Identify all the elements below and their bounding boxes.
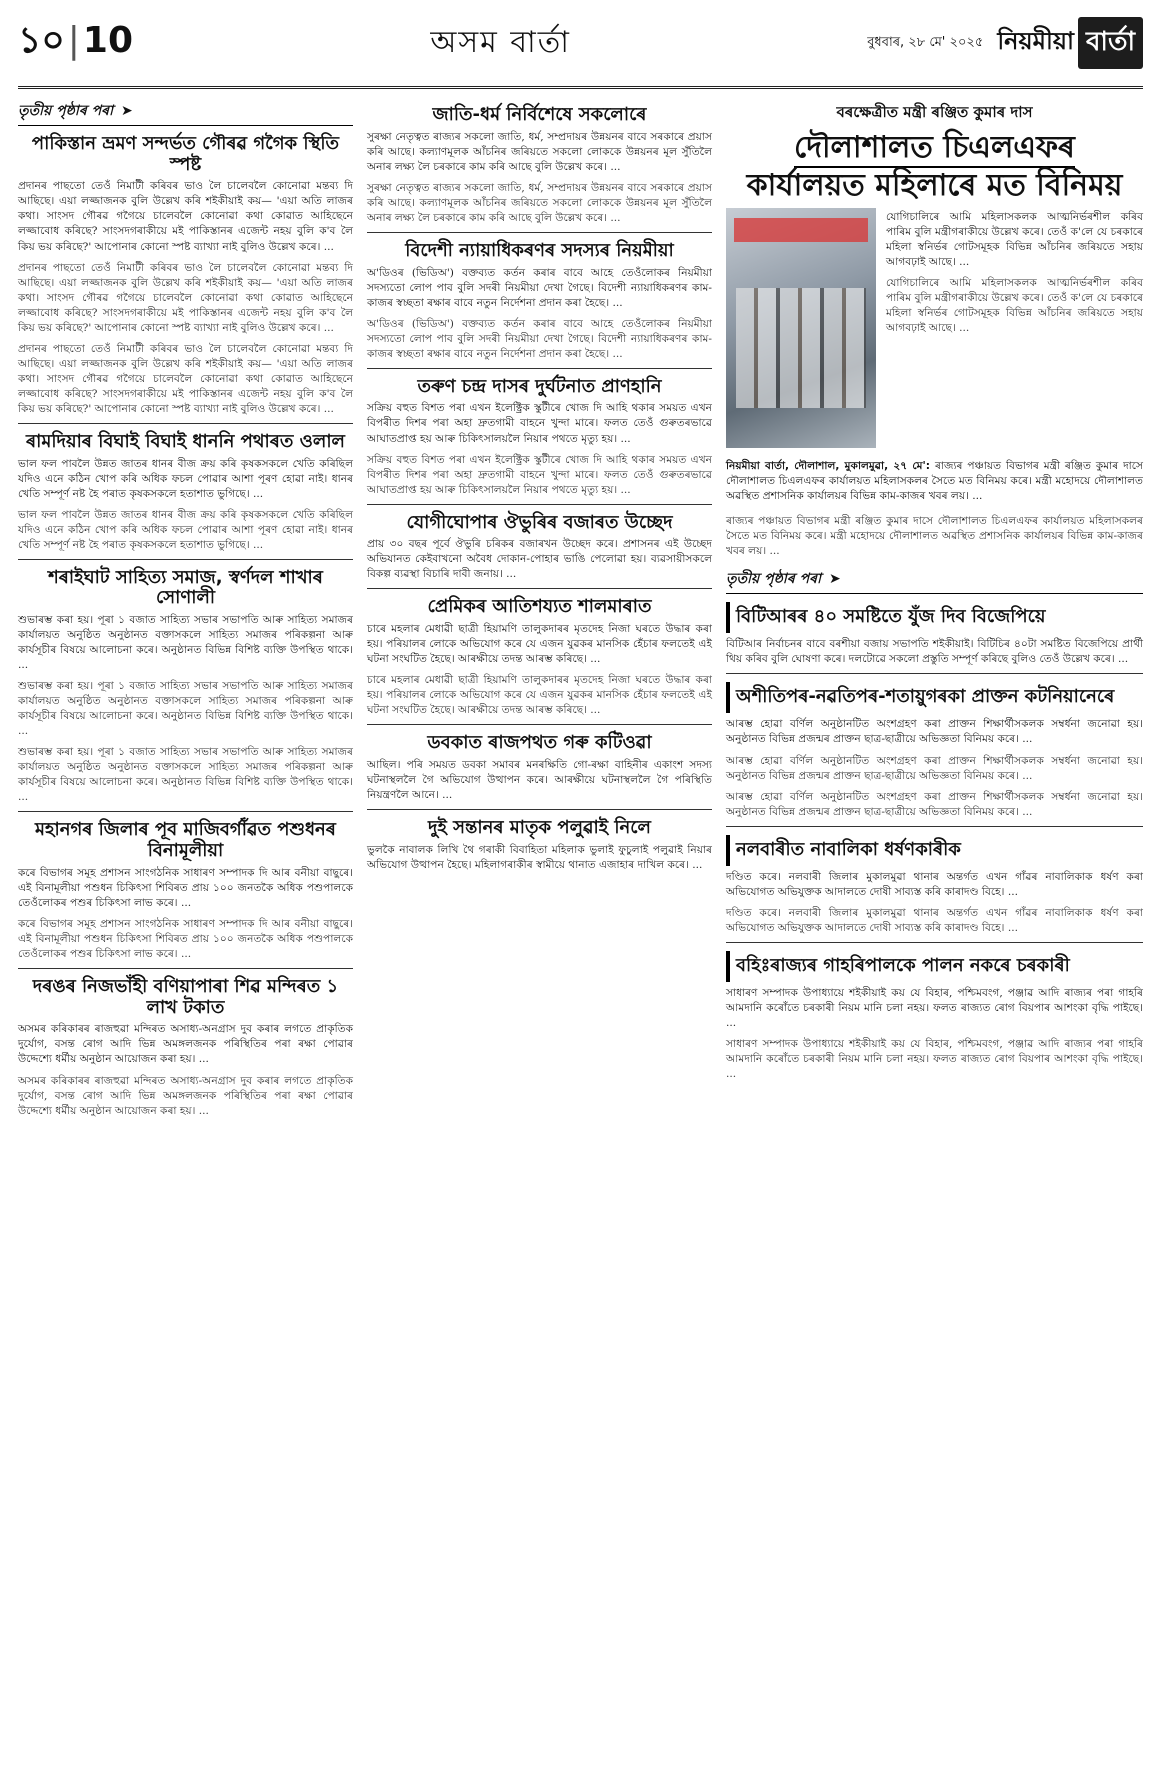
article-body: ভাল ফল পাবলৈ উন্নত জাতৰ ধানৰ বীজ ক্ৰয় কৰি কৃষকসকলে খেতি কৰিছিল যদিও এনে কঠিন খোপ কৰি অধিক ফচল পোৱাৰ আশা পূৰণ হোৱা নাই। ধানৰ খেতি সম্পূৰ্ণ নষ্ট হৈ পৰাত কৃষকসকলে হতাশাত ভুগিছে। ... <box>18 457 353 500</box>
article-headline: দৰঙৰ নিজভাঁহী বণিয়াপাৰা শিৱ মন্দিৰত ১ লাখ টকাত <box>32 976 339 1018</box>
article-body: চাৰে মহলাৰ মেধাৱী ছাত্ৰী হিয়ামণি তালুকদাৰৰ মৃতদেহ নিজা ঘৰতে উদ্ধাৰ কৰা হয়। পৰিয়ালৰ লোকে অভিযোগ কৰে যে এজন যুৱকৰ মানসিক হেঁচাৰ ফলতেই এই ঘটনা সংঘটিত হৈছে। আৰক্ষীয়ে তদন্ত আৰম্ভ কৰিছে। ... <box>367 623 712 666</box>
divider <box>18 423 353 424</box>
divider <box>367 232 712 233</box>
logo-part2: বাৰ্তা <box>1078 17 1143 69</box>
page-number-assamese: ১০ <box>18 20 65 61</box>
continued-text: তৃতীয় পৃষ্ঠাৰ পৰা <box>18 103 114 119</box>
article-body-cont: চাৰে মহলাৰ মেধাৱী ছাত্ৰী হিয়ামণি তালুকদাৰৰ মৃতদেহ নিজা ঘৰতে উদ্ধাৰ কৰা হয়। পৰিয়ালৰ লোকে অভিযোগ কৰে যে এজন যুৱকৰ মানসিক হেঁচাৰ ফলতেই এই ঘটনা সংঘটিত হৈছে। আৰক্ষীয়ে তদন্ত আৰম্ভ কৰিছে। ... <box>367 674 712 717</box>
article-headline: ডবকাত ৰাজপথত গৰু কটিওৱা <box>427 732 652 754</box>
page-number-latin: 10 <box>82 20 134 61</box>
divider <box>367 809 712 810</box>
divider <box>18 968 353 969</box>
article-body-cont: কৰে বিভাগৰ সমূহ প্ৰশাসন সাংগঠনিক সাধাৰণ সম্পাদক দি আৰ বনীয়া বাছুৰে। এই বিনামূলীয়া পশুধন চিকিৎসা শিবিৰত প্ৰায় ১০০ জনতকৈ অধিক পশুপালকে তেওঁলোকৰ পশুৰ চিকিৎসা লাভ কৰে। ... <box>18 917 353 960</box>
article-body: অসমৰ কৰিকাৰৰ ৰাজহুৱা মন্দিৰত অসাধ্য-অনগ্ৰাস দুব কৰাৰ লগতে প্ৰাকৃতিক দুৰ্যোগ, বসন্ত ৰোগ আদি ভিন্ন অমঙ্গলজনক পৰিস্থিতিৰ পৰা ৰক্ষা পোৱাৰ উদ্দেশ্যে ধৰ্মীয় অনুষ্ঠান আয়োজন কৰা হয়। ... <box>18 1023 353 1066</box>
article-body-cont: অ'ডিওৰ (ভিডিঅ') বক্তব্যত কৰ্তন কৰাৰ বাবে আহে তেওঁলোকৰ নিয়মীয়া সদস্যতো লোপ পাব বুলি সদৰী নিয়মীয়া দেখা গৈছে। বিদেশী ন্যায়াধিকৰণৰ কাম-কাজৰ স্বচ্ছতা ৰক্ষাৰ বাবে নতুন নিৰ্দেশনা প্ৰদান কৰা হৈছে। ... <box>367 317 712 360</box>
article-body-cont: প্ৰদানৰ পাছতো তেওঁ নিমাটী কৰিবৰ ভাও লৈ চালেবলৈ কোনোৱা মন্তব্য দি আছিছে। এয়া লজ্জাজনক বুলি উল্লেখ কৰি শইকীয়াই কয়— 'এয়া অতি লাজৰ কথা। সাংসদ গৌৰৱ গগৈয়ে চালেবলৈ কোনোৱা কথা কোৱাত আহিছেনে লজ্জাবোধ কৰিছে? সাংসদগৰাকীয়ে মই পাকিস্তানৰ এজেন্ট নহয় বুলি ক'ব লৈ কিয় ভয় কৰিছে?' আপোনাৰ কোনো স্পষ্ট ব্যাখ্যা নাই বুলিও উল্লেখ কৰে। ... <box>18 342 353 415</box>
lead-headline-line1: দৌলাশালত চিএলএফৰ <box>794 130 1075 168</box>
continued-label <box>18 97 353 126</box>
divider <box>18 811 353 812</box>
article-headline: তৰুণ চন্দ্ৰ দাসৰ দুৰ্ঘটনাত প্ৰাণহানি <box>417 375 662 397</box>
page-number-separator: | <box>67 20 80 61</box>
article-headline: বহিঃৰাজ্যৰ গাহৰিপালকে পালন নকৰে চৰকাৰী <box>726 951 1143 982</box>
lead-body: ৰাজ্যৰ পঞ্চায়ত বিভাগৰ মন্ত্ৰী ৰঞ্জিত কুমাৰ দাসে দৌলাশালত চিএলএফৰ কাৰ্যালয়ত মহিলাসকলৰ সৈতে মত বিনিময় কৰে। মন্ত্ৰী মহোদয়ে দৌলাশালত অৱস্থিত প্ৰশাসনিক কাৰ্যালয়ৰ বিভিন্ন কাম-কাজৰ খবৰ লয়। ... <box>726 459 1143 502</box>
article-body: আৰম্ভ হোৱা বৰ্ণিল অনুষ্ঠানটিত অংশগ্ৰহণ কৰা প্ৰাক্তন শিক্ষাৰ্থীসকলক সম্বৰ্ধনা জনোৱা হয়। অনুষ্ঠানত বিভিন্ন প্ৰজন্মৰ প্ৰাক্তন ছাত্ৰ-ছাত্ৰীয়ে অভিজ্ঞতা বিনিময় কৰে। ... <box>726 718 1143 746</box>
article-headline: ৰামদিয়াৰ বিঘাই বিঘাই ধাননি পথাৰত ওলাল <box>26 430 345 452</box>
lead-side-text-cont: যোগিচালিৰে আমি মহিলাসকলক আত্মনিৰ্ভৰশীল কৰিব পাৰিম বুলি মন্ত্ৰীগৰাকীয়ে উল্লেখ কৰে। তেওঁ ক'লে যে চৰকাৰে মহিলা স্বনিৰ্ভৰ গোটসমূহক বিভিন্ন আঁচনিৰ জৰিয়তে সহায় আগবঢ়াই আছে। ... <box>886 277 1143 335</box>
lead-side-text: যোগিচালিৰে আমি মহিলাসকলক আত্মনিৰ্ভৰশীল কৰিব পাৰিম বুলি মন্ত্ৰীগৰাকীয়ে উল্লেখ কৰে। তেওঁ ক'লে যে চৰকাৰে মহিলা স্বনিৰ্ভৰ গোটসমূহক বিভিন্ন আঁচনিৰ জৰিয়তে সহায় আগবঢ়াই আছে। ... <box>886 211 1143 269</box>
right-column <box>726 97 1143 1125</box>
article-headline: প্ৰেমিকৰ আতিশয্যত শালমাৰাত <box>427 596 652 618</box>
article-body: সাধাৰণ সম্পাদক উপাধ্যায়ে শইকীয়াই কয় যে বিহাৰ, পশ্চিমবংগ, পঞ্জাৱ আদি ৰাজ্যৰ পৰা গাহৰি আমদানি কৰোঁতে চৰকাৰী নিয়ম মানি চলা নহয়। ফলত ৰাজ্যত ৰোগ বিয়পাৰ আশংকা বৃদ্ধি পাইছে। ... <box>726 986 1143 1029</box>
article-body: প্ৰায় ৩০ বছৰ পূৰ্বে ঔভুৰি চৰিকৰ বজাৰখন উচ্ছেদ কৰে। প্ৰশাসনৰ এই উচ্ছেদ অভিযানত কেইবাখনো অবৈধ দোকান-পোহাৰ ভাঙি পেলোৱা হয়। ব্যৱসায়ীসকলে বিকল্প ব্যৱস্থা বিচাৰি দাবী জনায়। ... <box>367 538 712 581</box>
divider <box>726 826 1143 827</box>
article-body: কৰে বিভাগৰ সমূহ প্ৰশাসন সাংগঠনিক সাধাৰণ সম্পাদক দি আৰ বনীয়া বাছুৰে। এই বিনামূলীয়া পশুধন চিকিৎসা শিবিৰত প্ৰায় ১০০ জনতকৈ অধিক পশুপালকে তেওঁলোকৰ পশুৰ চিকিৎসা লাভ কৰে। ... <box>18 866 353 909</box>
newspaper-logo <box>993 17 1143 69</box>
article-headline: পাকিস্তান ভ্ৰমণ সন্দৰ্ভত গৌৰৱ গগৈক স্থিতি স্পষ্ট <box>31 133 340 175</box>
lead-body-text <box>726 459 1143 504</box>
columns <box>18 97 1143 1125</box>
photo-banner <box>734 218 868 242</box>
news-photo <box>726 208 876 448</box>
article-body: দণ্ডিত কৰে। নলবাৰী জিলাৰ মুকালমুৱা থানাৰ অন্তৰ্গত এখন গাঁৱৰ নাবালিকাক ধৰ্ষণ কৰা অভিযোগত অভিযুক্তক আদালতে দোষী সাব্যস্ত কৰি কাৰাদণ্ড বিহে। ... <box>726 870 1143 898</box>
article-body-cont: ভাল ফল পাবলৈ উন্নত জাতৰ ধানৰ বীজ ক্ৰয় কৰি কৃষকসকলে খেতি কৰিছিল যদিও এনে কঠিন খোপ কৰি অধিক ফচল পোৱাৰ আশা পূৰণ হোৱা নাই। ধানৰ খেতি সম্পূৰ্ণ নষ্ট হৈ পৰাত কৃষকসকলে হতাশাত ভুগিছে। ... <box>18 508 353 551</box>
article-body: সক্ৰিয় বহুত বিশত পৰা এখন ইলেক্ট্ৰিক স্কুটীৰে খোজ দি আহি থকাৰ সময়ত এখন বিপৰীত দিশৰ পৰা অহা দ্ৰুতগামী বাহনে খুন্দা মাৰে। ফলত তেওঁ গুৰুতৰভাৱে আঘাতপ্ৰাপ্ত হয় আৰু চিকিৎসালয়লৈ নিয়াৰ পথতে মৃত্যু হয়। ... <box>367 402 712 445</box>
continued-text: তৃতীয় পৃষ্ঠাৰ পৰা <box>726 571 822 588</box>
section-title: অসম বাৰ্তা <box>430 24 571 60</box>
article-body-cont: সাধাৰণ সম্পাদক উপাধ্যায়ে শইকীয়াই কয় যে বিহাৰ, পশ্চিমবংগ, পঞ্জাৱ আদি ৰাজ্যৰ পৰা গাহৰি আমদানি কৰোঁতে চৰকাৰী নিয়ম মানি চলা নহয়। ফলত ৰাজ্যত ৰোগ বিয়পাৰ আশংকা বৃদ্ধি পাইছে। ... <box>726 1037 1143 1080</box>
divider <box>367 504 712 505</box>
lead-headline-line2: কাৰ্যালয়ত মহিলাৰে মত বিনিময় <box>746 168 1123 203</box>
article-body-cont: আৰম্ভ হোৱা বৰ্ণিল অনুষ্ঠানটিত অংশগ্ৰহণ কৰা প্ৰাক্তন শিক্ষাৰ্থীসকলক সম্বৰ্ধনা জনোৱা হয়। অনুষ্ঠানত বিভিন্ন প্ৰজন্মৰ প্ৰাক্তন ছাত্ৰ-ছাত্ৰীয়ে অভিজ্ঞতা বিনিময় কৰে। ... <box>726 790 1143 818</box>
article-headline: মহানগৰ জিলাৰ পূব মাজিবৰ্গাঁৱত পশুধনৰ বিনামূলীয়া <box>35 819 336 862</box>
article-body: প্ৰদানৰ পাছতো তেওঁ নিমাটী কৰিবৰ ভাও লৈ চালেবলৈ কোনোৱা মন্তব্য দি আছিছে। এয়া লজ্জাজনক বুলি উল্লেখ কৰি শইকীয়াই কয়— 'এয়া অতি লাজৰ কথা। সাংসদ গৌৰৱ গগৈয়ে চালেবলৈ কোনোৱা কথা কোৱাত আহিছেনে লজ্জাবোধ কৰিছে? সাংসদগৰাকীয়ে মই পাকিস্তানৰ এজেন্ট নহয় বুলি ক'ব লৈ কিয় ভয় কৰিছে?' আপোনাৰ কোনো স্পষ্ট ব্যাখ্যা নাই বুলিও উল্লেখ কৰে। ... <box>18 180 353 253</box>
divider <box>18 559 353 560</box>
article-headline: বিটিআৰৰ ৪০ সমষ্টিতে যুঁজ দিব বিজেপিয়ে <box>726 602 1143 633</box>
article-body-cont: শুভাৰম্ভ কৰা হয়। পূৰা ১ বজাত সাহিত্য সভাৰ সভাপতি আৰু সাহিত্য সমাজৰ কাৰ্যালয়ত অনুষ্ঠিত অনুষ্ঠানত বক্তাসকলে সাহিত্য সমাজৰ পৰিকল্পনা আৰু কাৰ্যসূচীৰ বিষয়ে আলোচনা কৰে। অনুষ্ঠানত বিভিন্ন বিশিষ্ট ব্যক্তি উপস্থিত থাকে। ... <box>18 680 353 738</box>
lead-side-text-block <box>886 208 1143 448</box>
lead-body-cont: ৰাজ্যৰ পঞ্চায়ত বিভাগৰ মন্ত্ৰী ৰঞ্জিত কুমাৰ দাসে দৌলাশালত চিএলএফৰ কাৰ্যালয়ত মহিলাসকলৰ সৈতে মত বিনিময় কৰে। মন্ত্ৰী মহোদয়ে দৌলাশালত অৱস্থিত প্ৰশাসনিক কাৰ্যালয়ৰ বিভিন্ন কাম-কাজৰ খবৰ লয়। ... <box>726 515 1143 558</box>
divider <box>367 724 712 725</box>
page-number <box>18 13 158 73</box>
article-body: শুভাৰম্ভ কৰা হয়। পূৰা ১ বজাত সাহিত্য সভাৰ সভাপতি আৰু সাহিত্য সমাজৰ কাৰ্যালয়ত অনুষ্ঠিত অনুষ্ঠানত বক্তাসকলে সাহিত্য সমাজৰ পৰিকল্পনা আৰু কাৰ্যসূচীৰ বিষয়ে আলোচনা কৰে। অনুষ্ঠানত বিভিন্ন বিশিষ্ট ব্যক্তি উপস্থিত থাকে। ... <box>18 614 353 672</box>
article-headline: শৰাইঘাট সাহিত্য সমাজ, স্বৰ্ণদল শাখাৰ সোণালী <box>48 566 323 609</box>
lead-headline <box>726 130 1143 204</box>
arrow-right-icon: ➤ <box>121 103 133 119</box>
article-headline: জাতি-ধৰ্ম নিৰ্বিশেষে সকলোৰে <box>432 104 647 125</box>
article-body: আছিল। পৰি সময়ত ডবকা সমাবৰ মনৰক্ষিতি গো-ৰক্ষা বাহিনীৰ একাংশ সদস্য ঘটনাস্থললৈ গৈ অভিযোগ উত্থাপন কৰে। আৰক্ষীয়ে ঘটনাস্থললৈ গৈ পৰিস্থিতি নিয়ন্ত্ৰণলৈ আনে। ... <box>367 758 712 802</box>
article-body: অ'ডিওৰ (ভিডিঅ') বক্তব্যত কৰ্তন কৰাৰ বাবে আহে তেওঁলোকৰ নিয়মীয়া সদস্যতো লোপ পাব বুলি সদৰী নিয়মীয়া দেখা গৈছে। বিদেশী ন্যায়াধিকৰণৰ কাম-কাজৰ স্বচ্ছতা ৰক্ষাৰ বাবে নতুন নিৰ্দেশনা প্ৰদান কৰা হৈছে। ... <box>367 266 712 309</box>
article-headline: অশীতিপৰ-নৱতিপৰ-শতায়ুগৰকা প্ৰাক্তন কটনিয়ানেৰে <box>726 682 1143 713</box>
article-body-cont: অসমৰ কৰিকাৰৰ ৰাজহুৱা মন্দিৰত অসাধ্য-অনগ্ৰাস দুব কৰাৰ লগতে প্ৰাকৃতিক দুৰ্যোগ, বসন্ত ৰোগ আদি ভিন্ন অমঙ্গলজনক পৰিস্থিতিৰ পৰা ৰক্ষা পোৱাৰ উদ্দেশ্যে ধৰ্মীয় অনুষ্ঠান আয়োজন কৰা হয়। ... <box>18 1074 353 1117</box>
logo-part1: নিয়মীয়া <box>997 27 1074 55</box>
left-column <box>18 97 353 1125</box>
issue-date: বুধবাৰ, ২৮ মে' ২০২৫ <box>867 34 984 50</box>
divider <box>726 942 1143 943</box>
article-body-cont: আৰম্ভ হোৱা বৰ্ণিল অনুষ্ঠানটিত অংশগ্ৰহণ কৰা প্ৰাক্তন শিক্ষাৰ্থীসকলক সম্বৰ্ধনা জনোৱা হয়। অনুষ্ঠানত বিভিন্ন প্ৰজন্মৰ প্ৰাক্তন ছাত্ৰ-ছাত্ৰীয়ে অভিজ্ঞতা বিনিময় কৰে। ... <box>726 754 1143 782</box>
divider <box>726 673 1143 674</box>
article-headline: যোগীঘোপাৰ ঔভুৰিৰ বজাৰত উচ্ছেদ <box>406 511 673 533</box>
article-body: বিটিআৰ নিৰ্বাচনৰ বাবে বৰশীয়া বজায় সভাপতি শইকীয়াই। বিটিচিৰ ৪০টা সমষ্টিত বিজেপিয়ে প্ৰাৰ্থী থিয় কৰিব বুলি ঘোষণা কৰে। দলটোৱে সকলো প্ৰস্তুতি সম্পূৰ্ণ কৰিছে বুলিও তেওঁ উল্লেখ কৰে। ... <box>726 638 1143 666</box>
article-headline: নলবাৰীত নাবালিকা ধৰ্ষণকাৰীক <box>726 835 1143 866</box>
middle-column <box>367 97 712 1125</box>
article-body-cont: প্ৰদানৰ পাছতো তেওঁ নিমাটী কৰিবৰ ভাও লৈ চালেবলৈ কোনোৱা মন্তব্য দি আছিছে। এয়া লজ্জাজনক বুলি উল্লেখ কৰি শইকীয়াই কয়— 'এয়া অতি লাজৰ কথা। সাংসদ গৌৰৱ গগৈয়ে চালেবলৈ কোনোৱা কথা কোৱাত আহিছেনে লজ্জাবোধ কৰিছে? সাংসদগৰাকীয়ে মই পাকিস্তানৰ এজেন্ট নহয় বুলি ক'ব লৈ কিয় ভয় কৰিছে?' আপোনাৰ কোনো স্পষ্ট ব্যাখ্যা নাই বুলিও উল্লেখ কৰে। ... <box>18 261 353 334</box>
article-body-cont: সুৰক্ষা নেতৃত্বত ৰাজ্যৰ সকলো জাতি, ধৰ্ম, সম্প্ৰদায়ৰ উন্নয়নৰ বাবে সৰকাৰে প্ৰয়াস কৰি আছে। কল্যাণমূলক আঁচনিৰ জৰিয়তে সকলো লোককে উন্নয়নৰ মূল সুঁতিলৈ অনাৰ লক্ষ্য লৈ চৰকাৰে কাম কৰি আছে বুলি উল্লেখ কৰে। ... <box>367 181 712 224</box>
divider <box>367 368 712 369</box>
arrow-right-icon: ➤ <box>829 571 841 588</box>
dateline: নিয়মীয়া বাৰ্তা, দৌলাশাল, মুকালমুৱা, ২৭ মে': <box>726 459 931 472</box>
article-headline: দুই সন্তানৰ মাতৃক পলুৱাই নিলে <box>428 817 651 839</box>
article-body-cont: দণ্ডিত কৰে। নলবাৰী জিলাৰ মুকালমুৱা থানাৰ অন্তৰ্গত এখন গাঁৱৰ নাবালিকাক ধৰ্ষণ কৰা অভিযোগত অভিযুক্তক আদালতে দোষী সাব্যস্ত কৰি কাৰাদণ্ড বিহে। ... <box>726 906 1143 934</box>
article-body-cont: সক্ৰিয় বহুত বিশত পৰা এখন ইলেক্ট্ৰিক স্কুটীৰে খোজ দি আহি থকাৰ সময়ত এখন বিপৰীত দিশৰ পৰা অহা দ্ৰুতগামী বাহনে খুন্দা মাৰে। ফলত তেওঁ গুৰুতৰভাৱে আঘাতপ্ৰাপ্ত হয় আৰু চিকিৎসালয়লৈ নিয়াৰ পথতে মৃত্যু হয়। ... <box>367 453 712 496</box>
article-headline: বিদেশী ন্যায়াধিকৰণৰ সদস্যৰ নিয়মীয়া <box>405 239 674 261</box>
lead-kicker: বৰক্ষেত্ৰীত মন্ত্ৰী ৰঞ্জিত কুমাৰ দাস <box>836 103 1033 121</box>
divider <box>367 588 712 589</box>
photo-people <box>736 288 866 408</box>
masthead <box>18 0 1143 89</box>
continued-label <box>726 565 1143 594</box>
lead-story <box>726 208 1143 448</box>
article-body: ভুলকৈ নাবালক লিখি থৈ গৰাকী বিবাহিতা মহিলাক ভুলাই ফুচুলাই পলুৱাই নিয়াৰ অভিযোগ উত্থাপন হৈছে। মহিলাগৰাকীৰ স্বামীয়ে থানাত এজাহাৰ দাখিল কৰে। ... <box>367 843 712 871</box>
article-body: সুৰক্ষা নেতৃত্বত ৰাজ্যৰ সকলো জাতি, ধৰ্ম, সম্প্ৰদায়ৰ উন্নয়নৰ বাবে সৰকাৰে প্ৰয়াস কৰি আছে। কল্যাণমূলক আঁচনিৰ জৰিয়তে সকলো লোককে উন্নয়নৰ মূল সুঁতিলৈ অনাৰ লক্ষ্য লৈ চৰকাৰে কাম কৰি আছে বুলি উল্লেখ কৰে। ... <box>367 130 712 173</box>
article-body-cont: শুভাৰম্ভ কৰা হয়। পূৰা ১ বজাত সাহিত্য সভাৰ সভাপতি আৰু সাহিত্য সমাজৰ কাৰ্যালয়ত অনুষ্ঠিত অনুষ্ঠানত বক্তাসকলে সাহিত্য সমাজৰ পৰিকল্পনা আৰু কাৰ্যসূচীৰ বিষয়ে আলোচনা কৰে। অনুষ্ঠানত বিভিন্ন বিশিষ্ট ব্যক্তি উপস্থিত থাকে। ... <box>18 746 353 804</box>
